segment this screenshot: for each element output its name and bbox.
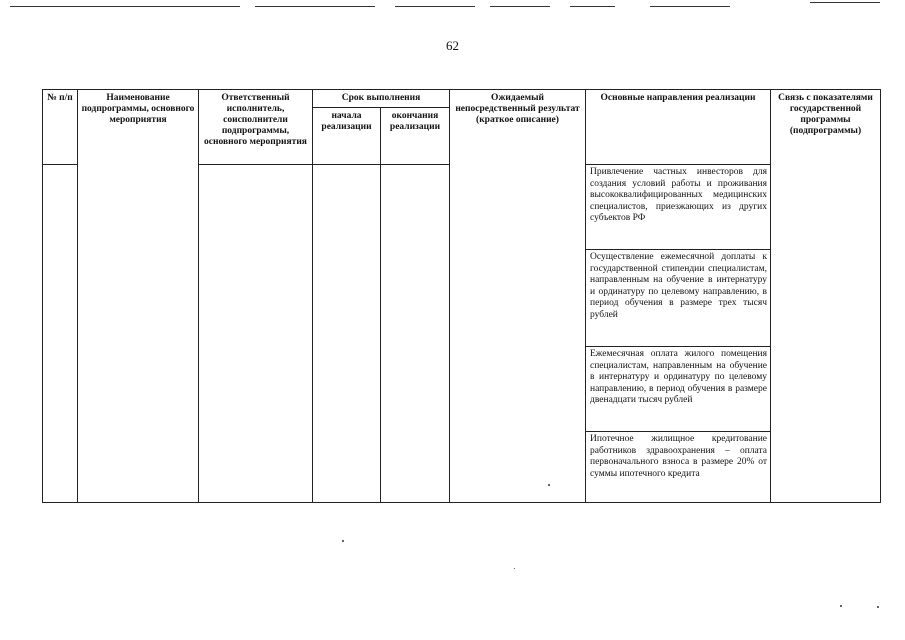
header-name-text: Наименование подпрограммы, основного мероприятия xyxy=(81,93,195,125)
header-num xyxy=(43,90,78,165)
cell-num xyxy=(43,165,78,503)
header-end-text: окончания реализации xyxy=(389,111,441,132)
header-link xyxy=(771,90,881,503)
header-directions-text: Основные направления реализации xyxy=(600,93,756,103)
scan-edge-line xyxy=(255,6,375,7)
header-result xyxy=(450,90,586,503)
scan-speck xyxy=(514,568,515,569)
scan-edge-line xyxy=(10,6,240,7)
cell-end xyxy=(381,165,450,503)
scan-speck xyxy=(840,605,842,607)
header-result-text: Ожидаемый непосредственный результат (краткое описание) xyxy=(455,93,580,125)
scan-edge-line xyxy=(570,6,615,7)
scan-speck xyxy=(342,540,344,542)
direction-item: Привлечение частных инвесторов для создания условий работы и проживания высококвалифицированных медицинских специалистов, приезжающих из других субъектов РФ xyxy=(586,165,770,250)
directions-cell xyxy=(586,165,771,503)
header-executor-text: Ответственный исполнитель, соисполнители подпрограммы, основного мероприятия xyxy=(204,93,307,147)
program-table xyxy=(42,89,881,503)
direction-item: Осуществление ежемесячной доплаты к государственной стипендии специалистам, направленным на обучение в интернатуру и ординатуру по целевому направлению, в период обучения в размере трех тысяч рублей xyxy=(586,250,770,347)
cell-start xyxy=(313,165,381,503)
scan-edge-line xyxy=(395,6,475,7)
cell-executor xyxy=(199,165,313,503)
scan-speck xyxy=(877,606,879,608)
scan-edge-line xyxy=(650,6,730,7)
header-link-text: Связь с показателями государственной программы (подпрограммы) xyxy=(778,93,873,136)
direction-item: Ежемесячная оплата жилого помещения специалистам, направленным на обучение в интернатуру и ординатуру по целевому направлению, в период обучения в размере двенадцати тысяч рублей xyxy=(586,347,770,432)
scan-edge-line xyxy=(490,6,550,7)
header-num-text: № п/п xyxy=(47,93,73,103)
header-executor xyxy=(199,90,313,165)
direction-item: Ипотечное жилищное кредитование работников здравоохранения – оплата первоначального взноса в размере 20% от суммы ипотечного кредита xyxy=(590,434,767,479)
header-deadline-text: Срок выполнения xyxy=(341,93,421,103)
header-end xyxy=(381,108,450,165)
scan-edge-line xyxy=(810,2,880,3)
page-number: 62 xyxy=(446,38,459,53)
header-deadline xyxy=(313,90,450,108)
header-start xyxy=(313,108,381,165)
header-directions xyxy=(586,90,771,165)
header-start-text: начала реализации xyxy=(321,111,372,132)
header-name xyxy=(78,90,199,503)
scan-speck xyxy=(548,484,550,486)
